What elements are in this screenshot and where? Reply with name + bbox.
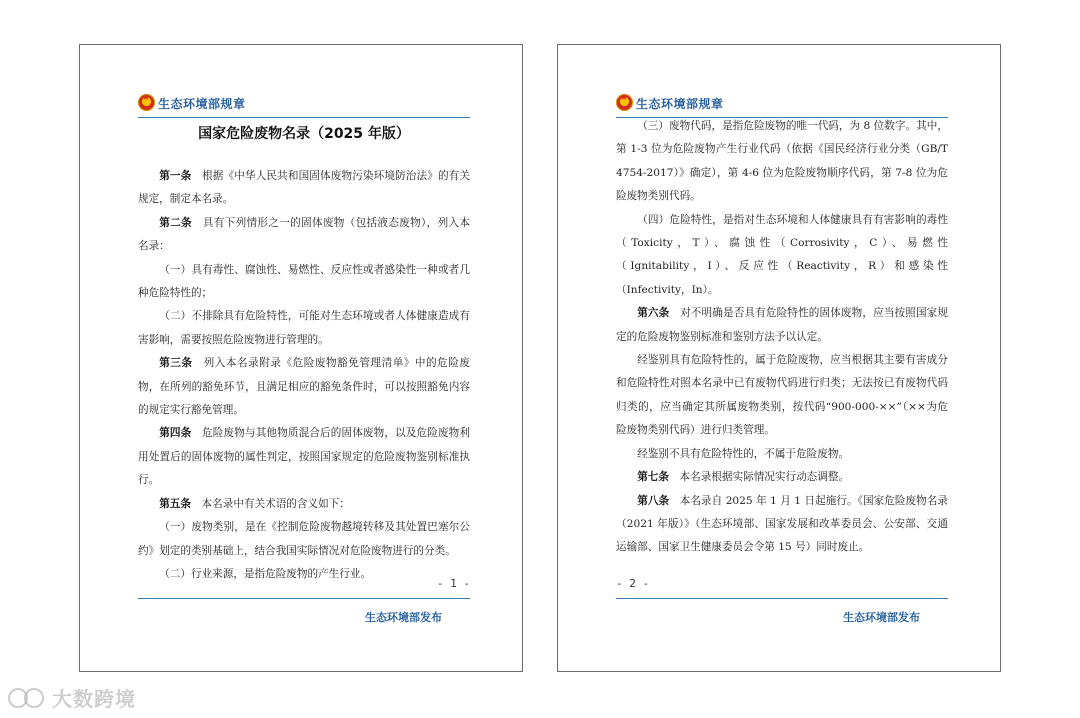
paragraph-text: （一）废物类别，是在《控制危险废物越境转移及其处置巴塞尔公约》划定的类别基础上，结合我国实际情况对危险废物进行的分类。: [138, 521, 470, 557]
article-number: 第三条: [159, 357, 193, 370]
paragraph-text: 本名录中有关术语的含义如下：: [190, 497, 350, 510]
article-number: 第六条: [637, 307, 670, 320]
page-number: - 1 -: [436, 577, 470, 590]
paragraph: [138, 352, 470, 422]
footer-label: 生态环境部发布: [365, 611, 442, 624]
page-header: [138, 93, 470, 118]
paragraph-text: （二）不排除具有危险特性，可能对生态环境或者人体健康造成有害影响，需要按照危险废物进行管理的。: [138, 310, 470, 346]
paragraph-text: 危险废物与其他物质混合后的固体废物，以及危险废物利用处置后的固体废物的属性判定，按照国家规定的危险废物鉴别标准执行。: [138, 427, 471, 487]
footer-divider: [138, 598, 470, 599]
paragraph-text: 经鉴别不具有危险特性的，不属于危险废物。: [637, 447, 850, 460]
document-page-1: [79, 44, 523, 672]
article-number: 第四条: [159, 427, 192, 440]
paragraph: [138, 259, 470, 306]
paragraph-text: 具有下列情形之一的固体废物（包括液态废物），列入本名录：: [138, 216, 470, 253]
paragraph: [138, 493, 470, 516]
footer-divider: [616, 598, 948, 599]
paragraph-text: （三）废物代码，是指危险废物的唯一代码，为 8 位数字。其中，第 1-3 位为危险废物产生行业代码（依据《国民经济行业分类（GB/T 4754-2017）》确定），第 4-6 位为危险废物顺序代码，第 7-8 位为危险废物类别代码。: [616, 120, 948, 203]
paragraph-text: 列入本名录附录《危险废物豁免管理清单》中的危险废物，在所列的豁免环节，且满足相应的豁免条件时，可以按照豁免内容的规定实行豁免管理。: [138, 357, 470, 417]
article-number: 第七条: [637, 471, 669, 484]
paragraph: [616, 349, 948, 443]
document-page-2: [557, 44, 1001, 672]
paragraph: [616, 490, 948, 560]
watermark-logo-icon: [8, 685, 48, 709]
paragraph-text: 根据《中华人民共和国固体废物污染环境防治法》的有关规定，制定本名录。: [138, 170, 471, 206]
paragraph: [138, 305, 470, 352]
article-number: 第一条: [159, 170, 192, 182]
paragraph: [616, 302, 948, 349]
paragraph: [616, 115, 948, 209]
paragraph: [616, 466, 948, 489]
paragraph: [138, 563, 470, 586]
page-body: [138, 165, 470, 586]
national-emblem-icon: [616, 94, 633, 111]
paragraph: [138, 212, 470, 259]
watermark-text: 大数跨境: [52, 686, 136, 711]
document-title: 国家危险废物名录（2025 年版）: [198, 126, 410, 142]
watermark: [8, 682, 136, 712]
paragraph: [616, 209, 948, 303]
paragraph: [138, 422, 470, 492]
article-number: 第八条: [637, 494, 670, 507]
article-number: 第五条: [159, 497, 191, 510]
header-label: 生态环境部规章: [636, 97, 724, 111]
paragraph-text: 对不明确是否具有危险特性的固体废物，应当按照国家规定的危险废物鉴别标准和鉴别方法予以认定。: [616, 307, 949, 343]
footer-label: 生态环境部发布: [843, 611, 920, 624]
article-number: 第二条: [159, 216, 192, 229]
national-emblem-icon: [138, 94, 155, 111]
paragraph-text: 本名录自 2025 年 1 月 1 日起施行。《国家危险废物名录（2021 年版）》（生态环境部、国家发展和改革委员会、公安部、交通运输部、国家卫生健康委员会令第 15 号）同时废止。: [616, 494, 949, 554]
paragraph-text: （二）行业来源，是指危险废物的产生行业。: [159, 567, 372, 580]
page-number: - 2 -: [616, 577, 650, 590]
paragraph-text: （一）具有毒性、腐蚀性、易燃性、反应性或者感染性一种或者几种危险特性的；: [138, 263, 470, 300]
paragraph-text: 经鉴别具有危险特性的，属于危险废物，应当根据其主要有害成分和危险特性对照本名录中已有废物代码进行归类；无法按已有废物代码归类的，应当确定其所属废物类别，按代码“900-000-××”（××为危险废物类别代码）进行归类管理。: [616, 354, 948, 437]
page-body: [616, 115, 948, 560]
paragraph-text: 本名录根据实际情况实行动态调整。: [668, 471, 850, 484]
paragraph-text: （四）危险特性，是指对生态环境和人体健康具有有害影响的毒性（Toxicity，T）、腐蚀性（Corrosivity，C）、易燃性（Ignitability，I）、反应性（Reactivity，R）和感染性（Infectivity，In）。: [616, 213, 948, 296]
paragraph: [138, 165, 470, 212]
paragraph: [138, 516, 470, 563]
header-label: 生态环境部规章: [158, 97, 246, 111]
paragraph: [616, 443, 948, 466]
